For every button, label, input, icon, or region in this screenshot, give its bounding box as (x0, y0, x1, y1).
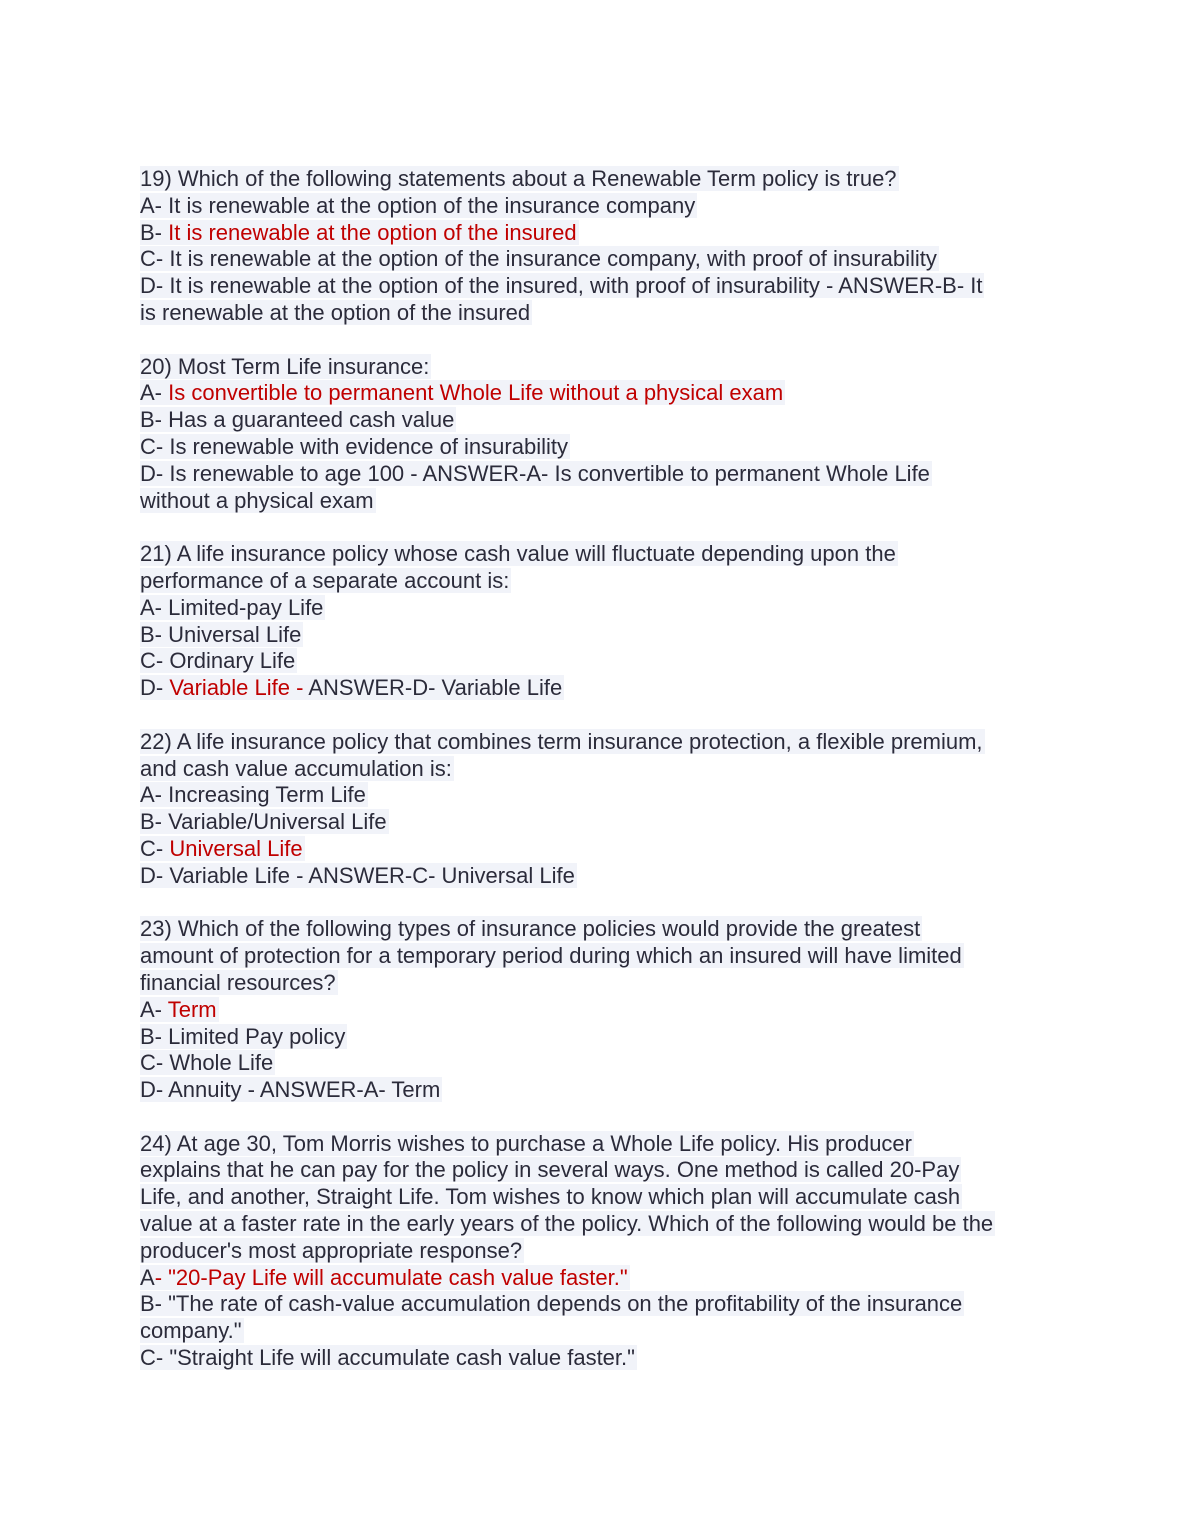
line-text (140, 434, 570, 459)
text-segment: 23) Which of the following types of insurance policies would provide the greatest (140, 916, 921, 942)
text-segment: C- Ordinary Life (140, 648, 296, 674)
text-segment: without a physical exam (140, 487, 374, 513)
line-text (140, 1077, 442, 1102)
line-text (140, 354, 431, 379)
text-line (140, 1345, 1060, 1372)
line-text (140, 970, 338, 995)
text-segment: producer's most appropriate response? (140, 1237, 523, 1263)
line-text (140, 300, 532, 325)
question-spacer (140, 514, 1060, 541)
text-segment: 21) A life insurance policy whose cash value will fluctuate depending upon the (140, 541, 896, 567)
correct-answer-text: Universal Life (169, 835, 303, 861)
text-segment: 22) A life insurance policy that combines term insurance protection, a flexible premium, (140, 728, 983, 754)
text-segment: D- Annuity - ANSWER-A- Term (140, 1077, 441, 1103)
line-text (140, 836, 305, 861)
text-segment: C- (140, 835, 170, 861)
question-spacer (140, 890, 1060, 917)
text-segment: explains that he can pay for the policy in several ways. One method is called 20-Pay (140, 1157, 960, 1183)
text-line (140, 1184, 1060, 1211)
line-text (140, 756, 454, 781)
line-text (140, 1318, 244, 1343)
line-text (140, 246, 939, 271)
question-spacer (140, 702, 1060, 729)
line-text (140, 863, 577, 888)
text-line (140, 1050, 1060, 1077)
question-spacer (140, 1104, 1060, 1131)
line-text (140, 648, 297, 673)
text-segment: amount of protection for a temporary period during which an insured will have limited (140, 943, 962, 969)
text-segment: ANSWER-D- Variable Life (308, 675, 563, 701)
text-line (140, 1211, 1060, 1238)
text-segment: company." (140, 1318, 242, 1344)
line-text (140, 943, 964, 968)
line-text (140, 809, 389, 834)
text-segment: 19) Which of the following statements about a Renewable Term policy is true? (140, 166, 897, 191)
text-segment: financial resources? (140, 969, 336, 995)
line-text (140, 1265, 630, 1290)
text-segment: B- Variable/Universal Life (140, 809, 387, 835)
line-text (140, 166, 899, 191)
text-line (140, 568, 1060, 595)
correct-answer-text: - "20-Pay Life will accumulate cash value faster." (154, 1264, 628, 1290)
text-line (140, 756, 1060, 783)
text-line (140, 273, 1060, 300)
text-segment: A- (140, 380, 169, 406)
text-line (140, 675, 1060, 702)
text-line (140, 1318, 1060, 1345)
text-line (140, 836, 1060, 863)
question-line (140, 541, 1060, 568)
line-text (140, 273, 984, 298)
question-line (140, 166, 1060, 193)
text-segment: C- Whole Life (140, 1050, 274, 1076)
line-text (140, 622, 303, 647)
line-text (140, 1024, 347, 1049)
text-segment: B- (140, 219, 169, 245)
text-line (140, 407, 1060, 434)
text-line (140, 1157, 1060, 1184)
correct-answer-text: Term (167, 996, 217, 1022)
text-segment: 20) Most Term Life insurance: (140, 353, 430, 379)
question-line (140, 729, 1060, 756)
text-line (140, 595, 1060, 622)
question-line (140, 1131, 1060, 1158)
question-block (140, 729, 1060, 890)
document-page (140, 166, 1060, 1372)
text-line (140, 809, 1060, 836)
text-segment: B- "The rate of cash-value accumulation depends on the profitability of the insurance (140, 1291, 963, 1317)
text-line (140, 461, 1060, 488)
text-line (140, 300, 1060, 327)
text-segment: D- Is renewable to age 100 - ANSWER-A- Is convertible to permanent Whole Life (140, 460, 930, 486)
correct-answer-text: Variable Life - (169, 675, 309, 701)
text-line (140, 622, 1060, 649)
line-text (140, 1238, 524, 1263)
line-text (140, 380, 785, 405)
line-text (140, 1211, 995, 1236)
line-text (140, 1291, 964, 1316)
line-text (140, 916, 922, 941)
line-text (140, 1157, 961, 1182)
line-text (140, 1050, 275, 1075)
line-text (140, 568, 511, 593)
text-segment: A- It is renewable at the option of the insurance company (140, 192, 696, 218)
text-line (140, 863, 1060, 890)
question-line (140, 354, 1060, 381)
text-segment: value at a faster rate in the early years of the policy. Which of the following would be the (140, 1211, 994, 1237)
text-line (140, 970, 1060, 997)
text-segment: C- Is renewable with evidence of insurability (140, 433, 568, 459)
question-line (140, 916, 1060, 943)
text-segment: B- Has a guaranteed cash value (140, 407, 455, 433)
line-text (140, 1131, 914, 1156)
line-text (140, 193, 697, 218)
text-line (140, 648, 1060, 675)
line-text (140, 407, 456, 432)
line-text (140, 1345, 637, 1370)
text-segment: A- Increasing Term Life (140, 782, 366, 808)
text-line (140, 782, 1060, 809)
question-spacer (140, 327, 1060, 354)
line-text (140, 997, 219, 1022)
text-segment: D- (140, 675, 170, 701)
text-segment: A- (140, 996, 168, 1022)
line-text (140, 1184, 962, 1209)
text-line (140, 1077, 1060, 1104)
correct-answer-text: It is renewable at the option of the insured (168, 219, 577, 245)
line-text (140, 782, 368, 807)
text-segment: B- Universal Life (140, 621, 302, 647)
text-line (140, 943, 1060, 970)
text-line (140, 193, 1060, 220)
question-block (140, 916, 1060, 1104)
text-line (140, 220, 1060, 247)
text-line (140, 1265, 1060, 1292)
text-line (140, 1238, 1060, 1265)
text-line (140, 246, 1060, 273)
text-segment: A- Limited-pay Life (140, 594, 324, 620)
line-text (140, 595, 325, 620)
line-text (140, 675, 564, 700)
text-segment: A (140, 1264, 155, 1290)
text-segment: performance of a separate account is: (140, 567, 510, 593)
line-text (140, 541, 898, 566)
correct-answer-text: Is convertible to permanent Whole Life without a physical exam (168, 380, 784, 406)
text-segment: and cash value accumulation is: (140, 755, 452, 781)
line-text (140, 220, 579, 245)
text-segment: C- It is renewable at the option of the insurance company, with proof of insurability (140, 246, 937, 272)
text-segment: Life, and another, Straight Life. Tom wishes to know which plan will accumulate cash (140, 1184, 961, 1210)
text-line (140, 434, 1060, 461)
line-text (140, 488, 376, 513)
text-line (140, 1024, 1060, 1051)
text-segment: C- "Straight Life will accumulate cash value faster." (140, 1345, 635, 1371)
text-segment: B- Limited Pay policy (140, 1023, 346, 1049)
line-text (140, 729, 985, 754)
question-block (140, 1131, 1060, 1372)
text-line (140, 997, 1060, 1024)
text-segment: D- Variable Life - ANSWER-C- Universal Life (140, 862, 575, 888)
text-segment: D- It is renewable at the option of the insured, with proof of insurability - ANSWER-B- It (140, 273, 983, 299)
text-segment: 24) At age 30, Tom Morris wishes to purchase a Whole Life policy. His producer (140, 1130, 912, 1156)
text-segment: is renewable at the option of the insured (140, 299, 531, 325)
text-line (140, 488, 1060, 515)
line-text (140, 461, 932, 486)
question-block (140, 166, 1060, 327)
text-line (140, 380, 1060, 407)
question-block (140, 354, 1060, 515)
question-block (140, 541, 1060, 702)
text-line (140, 1291, 1060, 1318)
